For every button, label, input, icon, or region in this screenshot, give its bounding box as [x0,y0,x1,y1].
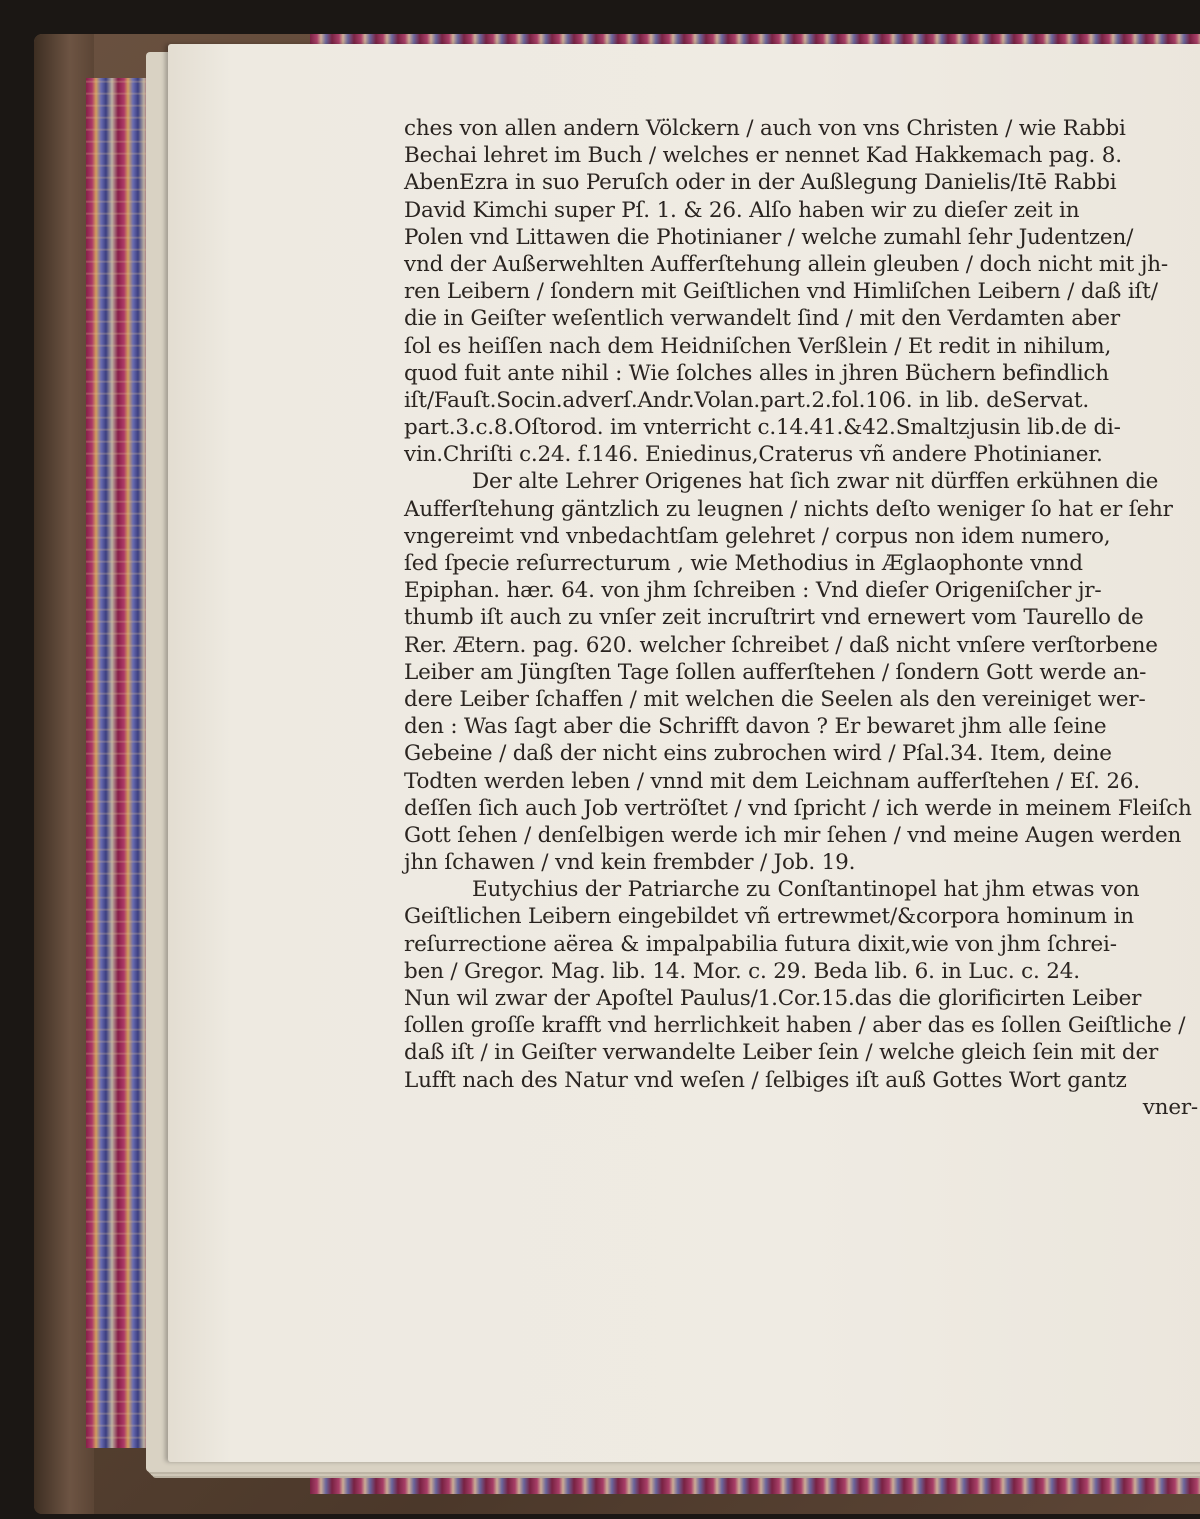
text-line: iſt/Fauſt.Socin.adverſ.Andr.Volan.part.2.fol.106. in lib. deServat. [404,387,1089,413]
text-line: Lufft nach des Natur vnd weſen / ſelbiges iſt auß Gottes Wort gantz [404,1067,1127,1093]
marbled-edge-bottom [310,1470,1200,1494]
text-line: AbenEzra in suo Peruſch oder in der Außlegung Danielis/Itē Rabbi [404,170,1117,196]
text-line: Polen vnd Littawen die Photinianer / welche zumahl ſehr Judentzen/ [404,224,1134,250]
text-line: reſurrectione aërea & impalpabilia futura dixit,wie von jhm ſchrei- [404,931,1117,957]
text-line: Bechai lehret im Buch / welches er nennet Kad Hakkemach pag. 8. [404,143,1122,169]
paragraph-start-line: Der alte Lehrer Origenes hat ſich zwar nit dürffen erkühnen die [472,469,1159,495]
page-text [404,115,1200,1121]
text-line: den : Was ſagt aber die Schrifft davon ? Er bewaret jhm alle ſeine [404,714,1107,740]
text-line: deſſen ſich auch Job vertröſtet / vnd ſpricht / ich werde in meinem Fleiſch [404,795,1192,821]
text-line: Gott ſehen / denſelbigen werde ich mir ſehen / vnd meine Augen werden [404,822,1182,848]
text-line: die in Geiſter weſentlich verwandelt ſind / mit den Verdamten aber [404,306,1120,332]
text-line: part.3.c.8.Oſtorod. im vnterricht c.14.41.&42.Smaltzjusin lib.de di- [404,415,1121,441]
text-line: vnd der Außerwehlten Aufferſtehung allein gleuben / doch nicht mit jh- [404,251,1168,277]
text-line: Gebeine / daß der nicht eins zubrochen wird / Pſal.34. Item, deine [404,741,1112,767]
text-line: vin.Chriſti c.24. f.146. Eniedinus,Craterus vñ andere Photinianer. [404,442,1103,468]
text-line: jhn ſchawen / vnd kein frembder / Job. 19. [404,850,856,876]
text-line: vngereimt vnd vnbedachtſam gelehret / corpus non idem numero, [404,523,1111,549]
text-line: Nun wil zwar der Apoſtel Paulus/1.Cor.15.das die glorificirten Leiber [404,986,1142,1011]
text-line: ben / Gregor. Mag. lib. 14. Mor. c. 29. Beda lib. 6. in Luc. c. 24. [404,958,1080,984]
text-line: ches von allen andern Völckern / auch von vns Christen / wie Rabbi [404,116,1126,141]
text-line: ſed ſpecie reſurrecturum , wie Methodius in Æglaophonte vnnd [404,551,1083,576]
text-line: daß iſt / in Geiſter verwandelte Leiber ſein / welche gleich ſein mit der [404,1040,1159,1066]
text-line: Rer. Ætern. pag. 620. welcher ſchreibet / daß nicht vnſere verſtorbene [404,632,1158,658]
text-line: Aufferſtehung gäntzlich zu leugnen / nichts deſto weniger ſo hat er ſehr [404,496,1173,522]
text-line: quod fuit ante nihil : Wie ſolches alles in jhren Büchern befindlich [404,360,1109,386]
text-line: Todten werden leben / vnnd mit dem Leichnam aufferſtehen / Eſ. 26. [404,768,1140,794]
text-line: Leiber am Jüngſten Tage ſollen aufferſtehen / ſondern Gott werde an- [404,659,1147,685]
text-line: Geiſtlichen Leibern eingebildet vñ ertrewmet/&corpora hominum in [404,904,1134,930]
binding-spine-edge [34,34,94,1514]
text-line: David Kimchi super Pſ. 1. & 26. Alſo haben wir zu dieſer zeit in [404,197,1080,223]
text-line: dere Leiber ſchaffen / mit welchen die Seelen als den vereiniget wer- [404,686,1146,712]
text-line: ren Leibern / ſondern mit Geiſtlichen vnd Himliſchen Leibern / daß iſt/ [404,279,1158,305]
text-line: ſol es heiſſen nach dem Heidniſchen Verßlein / Et redit in nihilum, [404,333,1112,359]
text-line: ſollen groſſe krafft vnd herrlichkeit haben / aber das es ſollen Geiſtliche / [404,1013,1186,1039]
paragraph-start-line: Eutychius der Patriarche zu Conſtantinopel hat jhm etwas von [472,877,1140,903]
text-line: thumb iſt auch zu vnſer zeit incruſtrirt vnd ernewert vom Taurello de [404,605,1144,631]
text-line: Epiphan. hær. 64. von jhm ſchreiben : Vnd dieſer Origeniſcher jr- [404,578,1102,604]
marbled-endpaper [86,78,148,1448]
catchword: vner- [1142,1094,1198,1120]
